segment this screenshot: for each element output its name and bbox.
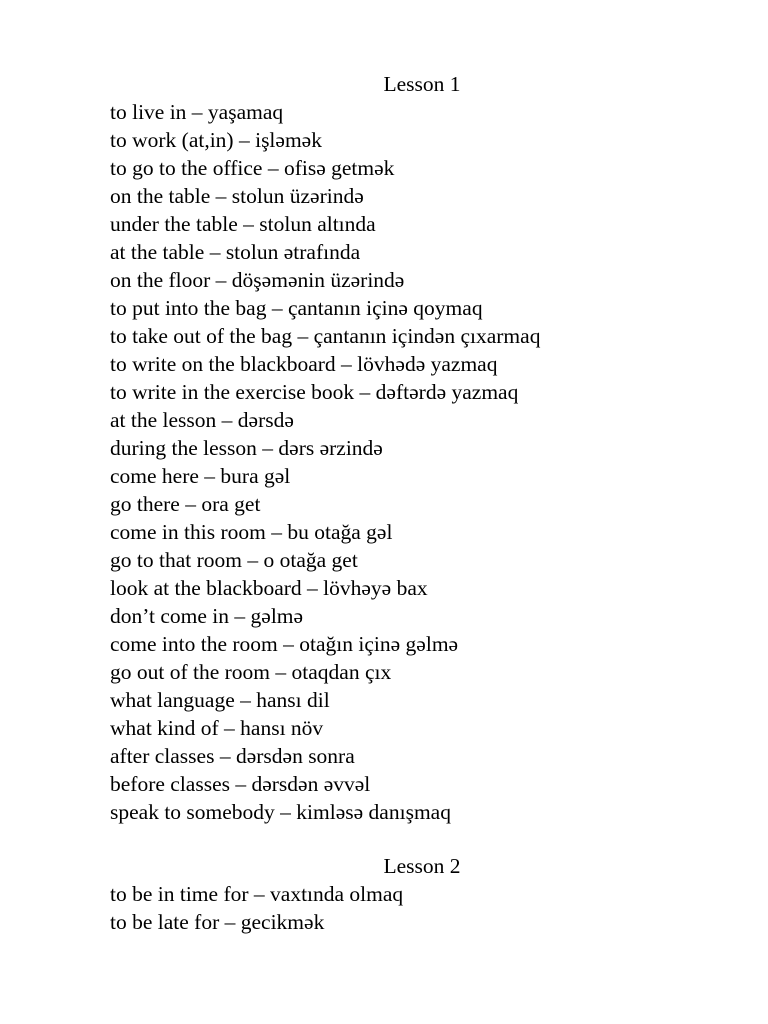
- vocab-entry: on the table – stolun üzərində: [110, 184, 364, 208]
- vocab-entry: come into the room – otağın içinə gəlmə: [110, 632, 459, 656]
- vocab-entry: to work (at,in) – işləmək: [110, 128, 322, 152]
- vocab-entry: what kind of – hansı növ: [110, 716, 324, 740]
- vocab-entry: under the table – stolun altında: [110, 212, 376, 236]
- lesson-2-section: [110, 852, 670, 936]
- lesson-1-section: [110, 70, 670, 826]
- vocab-entry: go to that room – o otağa get: [110, 548, 358, 572]
- lesson-1-title: Lesson 1: [383, 72, 461, 96]
- lesson-2-title: Lesson 2: [383, 854, 461, 878]
- vocab-entry: to be late for – gecikmək: [110, 910, 325, 934]
- vocab-entry: don’t come in – gəlmə: [110, 604, 304, 628]
- vocab-entry: on the floor – döşəmənin üzərində: [110, 268, 405, 292]
- vocab-entry: to be in time for – vaxtında olmaq: [110, 882, 404, 906]
- vocab-entry: before classes – dərsdən əvvəl: [110, 772, 371, 796]
- vocab-entry: to live in – yaşamaq: [110, 100, 284, 124]
- vocab-entry: during the lesson – dərs ərzində: [110, 436, 383, 460]
- vocab-entry: to write on the blackboard – lövhədə yazmaq: [110, 352, 498, 376]
- vocab-entry: to put into the bag – çantanın içinə qoymaq: [110, 296, 483, 320]
- vocab-entry: come in this room – bu otağa gəl: [110, 520, 393, 544]
- vocab-entry: after classes – dərsdən sonra: [110, 744, 355, 768]
- vocab-entry: to write in the exercise book – dəftərdə yazmaq: [110, 380, 519, 404]
- vocab-entry: what language – hansı dil: [110, 688, 330, 712]
- vocab-entry: speak to somebody – kimləsə danışmaq: [110, 800, 451, 824]
- vocab-entry: go out of the room – otaqdan çıx: [110, 660, 392, 684]
- vocab-entry: at the lesson – dərsdə: [110, 408, 294, 432]
- vocab-entry: at the table – stolun ətrafında: [110, 240, 361, 264]
- vocab-entry: to take out of the bag – çantanın içindən çıxarmaq: [110, 324, 541, 348]
- vocab-entry: go there – ora get: [110, 492, 261, 516]
- vocab-entry: look at the blackboard – lövhəyə bax: [110, 576, 428, 600]
- vocab-entry: to go to the office – ofisə getmək: [110, 156, 395, 180]
- vocab-entry: come here – bura gəl: [110, 464, 291, 488]
